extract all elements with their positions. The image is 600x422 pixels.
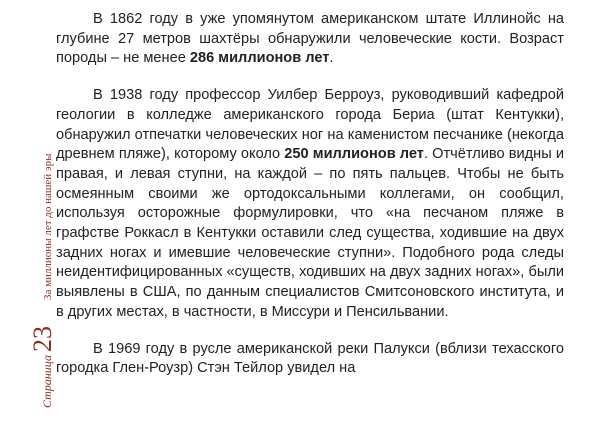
text-run: . Отчётливо видны и правая, и левая ступни, на каждой – по пять пальцев. Чтобы не быть осмеянным своими же ортодоксальными коллегами, он сообщил, используя осторожные формулировки, что «на песчаном пляже в графстве Роккасл в Кентукки оставили след существа, ходившие на двух задних ногах и имевшие человеческие ступни». Подобного рода следы неидентифицированных «существ, ходивших на двух задних ногах», были выявлены в США, по данным специалистов Смитсоновского института, и в других местах, в частности, в Миссури и Пенсильвании.	[56, 146, 564, 320]
highlighted-age: 286 миллионов лет	[189, 50, 330, 67]
paragraph-1969	[56, 340, 564, 379]
text-run: В 1862 году в уже упомянутом американском штате Иллинойс на глубине 27 метров шахтёры обнаружили человеческие кости. Возраст породы – не менее	[56, 11, 564, 67]
page-sidebar	[0, 0, 57, 422]
text-run: В 1969 году в русле американской реки Палукси (вблизи техасского городка Глен-Роузр) Стэн Тейлор увидел на	[56, 340, 564, 377]
text-run: .	[329, 50, 334, 67]
page-label: Страница	[40, 355, 54, 408]
sidebar-vertical-text	[28, 154, 58, 408]
book-title: За миллионы лет до нашей эры	[42, 153, 54, 301]
paragraph-1862	[56, 10, 564, 69]
highlighted-age: 250 миллионов лет	[284, 146, 424, 163]
page-content	[56, 10, 564, 379]
text-run: В 1938 году профессор Уилбер Берроуз, руководивший кафедрой геологии в колледже американского города Бериа (штат Кентукки), обнаружил отпечатки человеческих ног на каменистом песчанике (некогда древнем пляже), которому около	[56, 87, 564, 163]
page-number: 23	[28, 326, 57, 353]
paragraph-1938	[56, 86, 564, 322]
